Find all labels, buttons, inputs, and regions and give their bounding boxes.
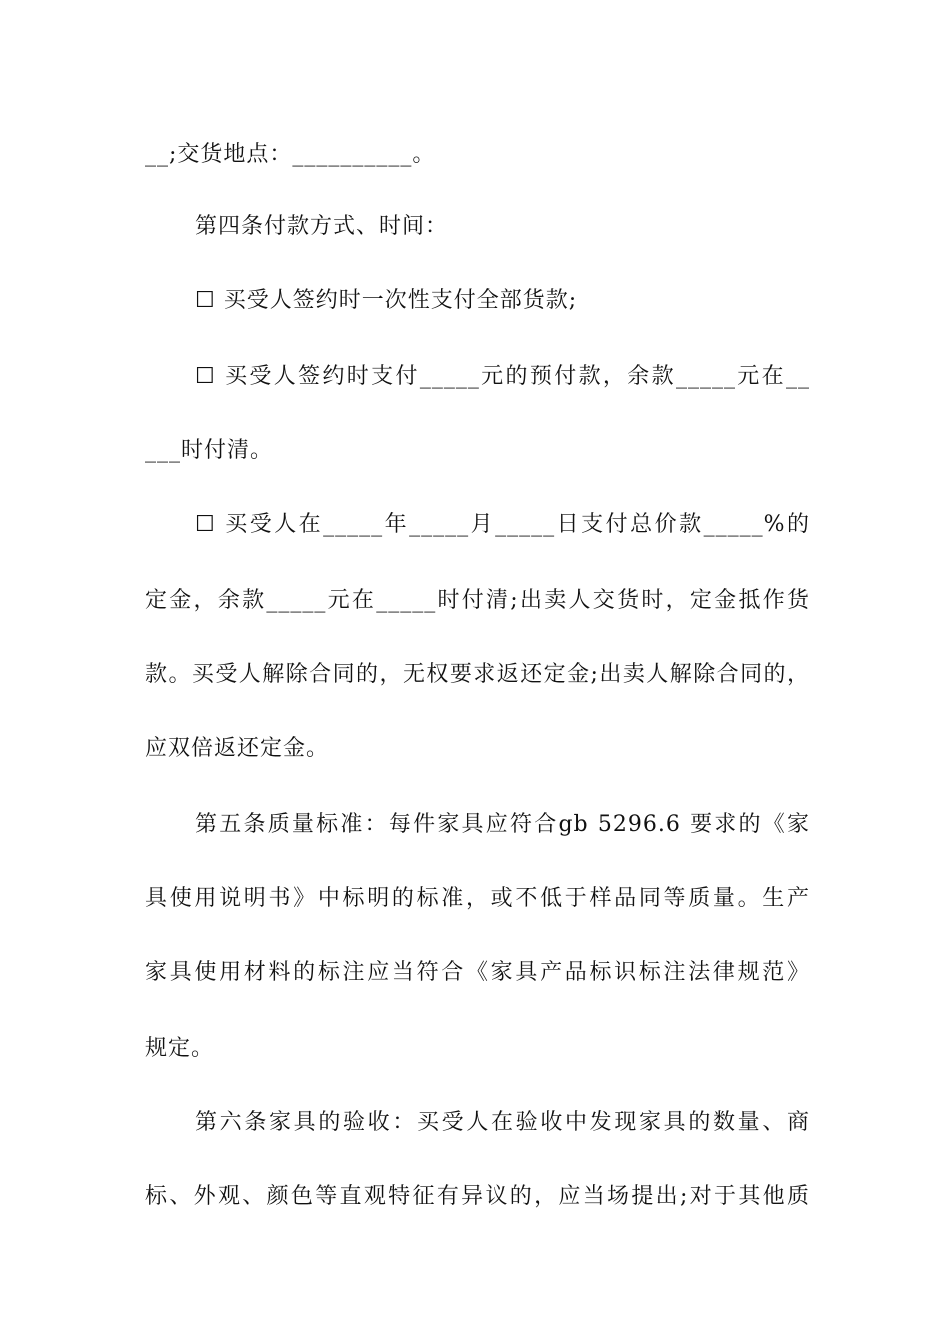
payment-option-advance-cont: ___时付清。 — [145, 438, 274, 463]
payment-option-deposit-cont-1: 定金，余款_____元在_____时付清;出卖人交货时，定金抵作货 — [145, 588, 810, 613]
payment-option-deposit-cont-2: 款。买受人解除合同的，无权要求返还定金;出卖人解除合同的， — [145, 662, 810, 687]
article-5-quality-line-4: 规定。 — [145, 1036, 215, 1061]
payment-option-advance: ☐ 买受人签约时支付_____元的预付款，余款_____元在__ — [195, 364, 810, 389]
article-6-acceptance-line-2: 标、外观、颜色等直观特征有异议的，应当场提出;对于其他质 — [145, 1184, 810, 1209]
article-5-quality-line-3: 家具使用材料的标注应当符合《家具产品标识标注法律规范》 — [145, 960, 810, 985]
payment-option-deposit-cont-3: 应双倍返还定金。 — [145, 736, 330, 761]
payment-option-lump-sum: ☐ 买受人签约时一次性支付全部货款; — [195, 288, 578, 313]
delivery-location-line: __;交货地点：__________。 — [145, 142, 436, 167]
article-5-quality-line-2: 具使用说明书》中标明的标准，或不低于样品同等质量。生产 — [145, 886, 810, 911]
article-4-heading: 第四条付款方式、时间： — [195, 214, 449, 239]
article-6-acceptance-line-1: 第六条家具的验收：买受人在验收中发现家具的数量、商 — [195, 1110, 810, 1135]
article-5-quality-line-1: 第五条质量标准：每件家具应符合gb 5296.6 要求的《家 — [195, 812, 810, 837]
payment-option-deposit: ☐ 买受人在_____年_____月_____日支付总价款_____%的 — [195, 512, 810, 537]
